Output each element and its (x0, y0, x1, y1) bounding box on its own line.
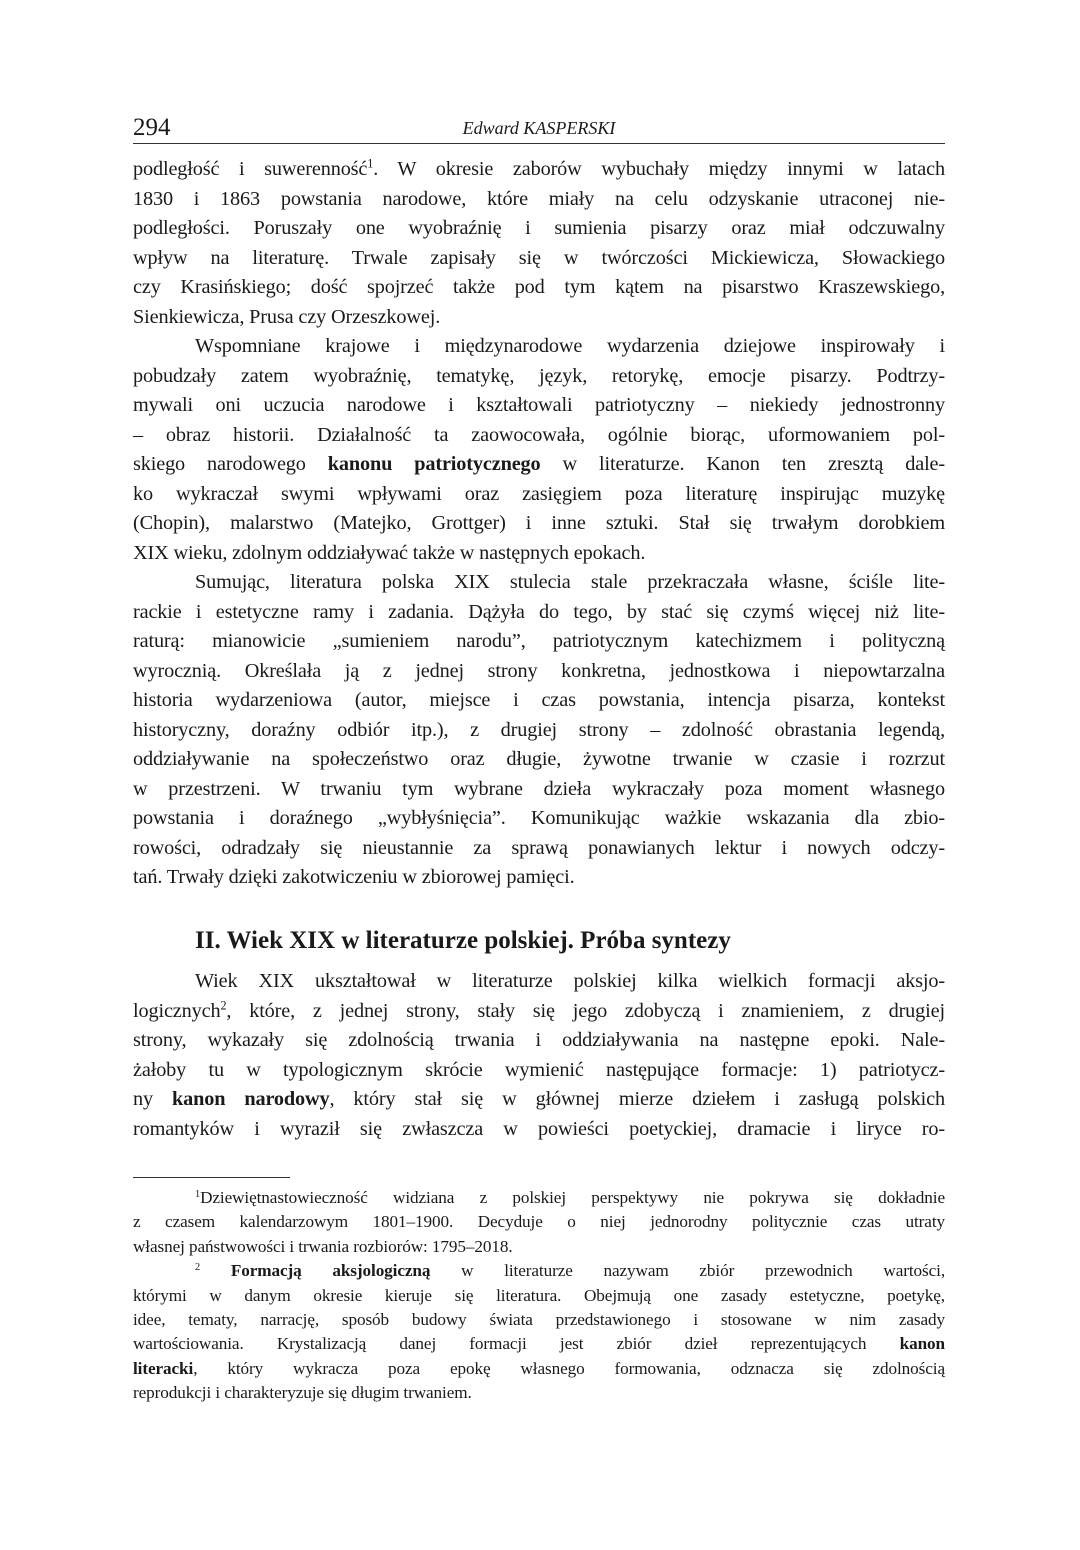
text-line (133, 775, 945, 805)
text-line (133, 598, 945, 628)
text-run: w literaturze nazywam zbiór przewodnich wartości, (430, 1261, 946, 1281)
text-run: podległość i suwerenność (133, 158, 368, 180)
paragraph (133, 568, 945, 893)
text-line (133, 716, 945, 746)
text-line (133, 1259, 945, 1283)
text-run: żałoby tu w typologicznym skrócie wymienić następujące formacje: 1) patriotycz- (133, 1058, 945, 1081)
text-line (133, 1308, 945, 1332)
text-run: historia wydarzeniowa (autor, miejsce i czas powstania, intencja pisarza, kontekst (133, 689, 945, 711)
body-text-continued (133, 967, 945, 1144)
text-run: tań. Trwały dzięki zakotwiczeniu w zbiorowej pamięci. (133, 866, 575, 888)
text-run: wpływ na literaturę. Trwale zapisały się w twórczości Mickiewicza, Słowackiego (133, 246, 945, 269)
text-run: reprodukcji i charakteryzuje się długim trwaniem. (133, 1383, 472, 1403)
bold-term: kanon narodowy (171, 1088, 330, 1110)
text-line (133, 273, 945, 303)
text-line (133, 450, 945, 480)
text-line (133, 997, 945, 1027)
running-header-author: Edward KASPERSKI (462, 118, 616, 138)
text-line (133, 214, 945, 244)
bold-term: kanon (899, 1334, 945, 1354)
text-run: raturą: mianowicie „sumieniem narodu”, patriotycznym katechizmem i polityczną (133, 630, 945, 652)
footnote (133, 1259, 945, 1405)
text-line (133, 1210, 945, 1234)
footnotes (133, 1186, 945, 1406)
text-run: XIX wieku, zdolnym oddziaływać także w następnych epokach. (133, 541, 646, 564)
text-run: rackie i estetyczne ramy i zadania. Dążyła do tego, by stać się czymś więcej niż lite- (133, 600, 945, 623)
text-run: 1830 i 1863 powstania narodowe, które miały na celu odzyskanie utraconej nie- (133, 187, 945, 210)
text-line (133, 1085, 945, 1115)
text-line (133, 1357, 945, 1381)
text-line (133, 1332, 945, 1356)
text-run: , który stał się w głównej mierze dziełem i zasługą polskich (329, 1088, 945, 1110)
text-line (133, 1056, 945, 1086)
text-line (133, 1115, 945, 1145)
text-line (133, 391, 945, 421)
text-run: romantyków i wyraził się zwłaszcza w powieści poetyckiej, dramacie i liryce ro- (133, 1117, 945, 1140)
footnote-marker: 1 (367, 156, 374, 171)
text-run: mywali oni uczucia narodowe i kształtowali patriotyczny – niekiedy jednostronny (133, 394, 945, 416)
text-line (133, 657, 945, 687)
text-line (133, 1381, 945, 1405)
text-line (133, 332, 945, 362)
text-run: w literaturze. Kanon ten zresztą dale- (540, 453, 946, 475)
paragraph (133, 967, 945, 1144)
footnote-marker: 2 (195, 1261, 201, 1273)
footnote-marker: 1 (195, 1188, 201, 1200)
text-run: , które, z jednej strony, stały się jego zdobyczą i znamieniem, z drugiej (226, 999, 945, 1022)
text-line (133, 539, 945, 569)
text-line (133, 568, 945, 598)
text-line (133, 155, 945, 185)
text-run: Sienkiewicza, Prusa czy Orzeszkowej. (133, 305, 441, 328)
bold-term: kanonu patriotycznego (327, 453, 541, 475)
text-line (133, 967, 945, 997)
text-run (200, 1261, 231, 1280)
text-run: ko wykraczał swymi wpływami oraz zasięgiem poza literaturę inspirując muzykę (133, 482, 945, 505)
text-run: wyrocznią. Określała ją z jednej strony konkretna, jednostkowa i niepowtarzalna (133, 659, 945, 682)
text-run: Dziewiętnastowieczność widziana z polskiej perspektywy nie pokrywa się dokładnie (200, 1188, 945, 1207)
text-run: Wiek XIX ukształtował w literaturze polskiej kilka wielkich formacji aksjo- (195, 970, 945, 992)
text-run: wartościowania. Krystalizacją danej formacji jest zbiór dzieł reprezentujących (133, 1334, 900, 1354)
bold-term: literacki (133, 1358, 194, 1378)
text-run: (Chopin), malarstwo (Matejko, Grottger) i inne sztuki. Stał się trwałym dorobkiem (133, 512, 945, 534)
text-run: Sumując, literatura polska XIX stulecia stale przekraczała własne, ściśle lite- (195, 571, 945, 593)
text-run: własnej państwowości i trwania rozbiorów: 1795–2018. (133, 1236, 513, 1256)
text-run: rowości, odradzały się nieustannie za sprawą ponawianych lektur i nowych odczy- (133, 836, 945, 859)
text-line (133, 834, 945, 864)
text-line (133, 480, 945, 510)
text-run: . W okresie zaborów wybuchały między innymi w latach (373, 158, 945, 180)
footnote (133, 1186, 945, 1259)
running-header (133, 112, 945, 144)
footnote-marker: 2 (220, 998, 227, 1013)
text-line (133, 1186, 945, 1210)
text-run: oddziaływanie na społeczeństwo oraz długie, żywotne trwanie w czasie i rozrzut (133, 748, 945, 770)
text-line (133, 185, 945, 215)
text-run: historyczny, doraźny odbiór itp.), z drugiej strony – zdolność obrastania legendą, (133, 718, 945, 741)
text-run: idee, tematy, narrację, sposób budowy świata przedstawionego i stosowane w nim zasady (133, 1309, 945, 1329)
text-line (133, 1026, 945, 1056)
text-run: podległości. Poruszały one wyobraźnię i sumienia pisarzy oraz miał odczuwalny (133, 217, 945, 239)
text-run: w przestrzeni. W trwaniu tym wybrane dzieła wykraczały poza moment własnego (133, 777, 945, 800)
text-line (133, 863, 945, 893)
text-run: którymi w danym okresie kieruje się literatura. Obejmują one zasady estetyczne, poetykę, (133, 1285, 945, 1305)
text-run: logicznych (133, 999, 221, 1022)
text-line (133, 421, 945, 451)
text-run: , który wykracza poza epokę własnego formowania, odznacza się zdolnością (193, 1358, 945, 1378)
text-run: powstania i doraźnego „wybłyśnięcia”. Komunikując ważkie wskazania dla zbio- (133, 807, 945, 829)
text-line (133, 303, 945, 333)
text-run: ny (133, 1088, 172, 1110)
section-heading: II. Wiek XIX w literaturze polskiej. Próba syntezy (195, 927, 731, 954)
text-run: z czasem kalendarzowym 1801–1900. Decyduje o niej jednorodny politycznie czas utraty (133, 1212, 945, 1232)
text-line (133, 686, 945, 716)
text-run: Wspomniane krajowe i międzynarodowe wydarzenia dziejowe inspirowały i (195, 335, 945, 357)
text-run: strony, wykazały się zdolnością trwania i oddziaływania na następne epoki. Nale- (133, 1029, 945, 1051)
paragraph (133, 332, 945, 568)
bold-term: Formacją aksjologiczną (230, 1261, 431, 1281)
text-line (133, 745, 945, 775)
text-line (133, 509, 945, 539)
text-line (133, 1284, 945, 1308)
paragraph (133, 155, 945, 332)
text-line (133, 244, 945, 274)
text-line (133, 804, 945, 834)
text-line (133, 1235, 945, 1259)
footnote-separator (133, 1177, 290, 1178)
text-run: skiego narodowego (133, 453, 328, 475)
text-run: pobudzały zatem wyobraźnię, tematykę, język, retorykę, emocje pisarzy. Podtrzy- (133, 364, 945, 387)
text-line (133, 362, 945, 392)
page-number: 294 (133, 114, 171, 141)
body-text (133, 155, 945, 893)
text-run: czy Krasińskiego; dość spojrzeć także pod tym kątem na pisarstwo Kraszewskiego, (133, 276, 945, 298)
text-line (133, 627, 945, 657)
text-run: – obraz historii. Działalność ta zaowocowała, ogólnie biorąc, uformowaniem pol- (133, 423, 945, 446)
